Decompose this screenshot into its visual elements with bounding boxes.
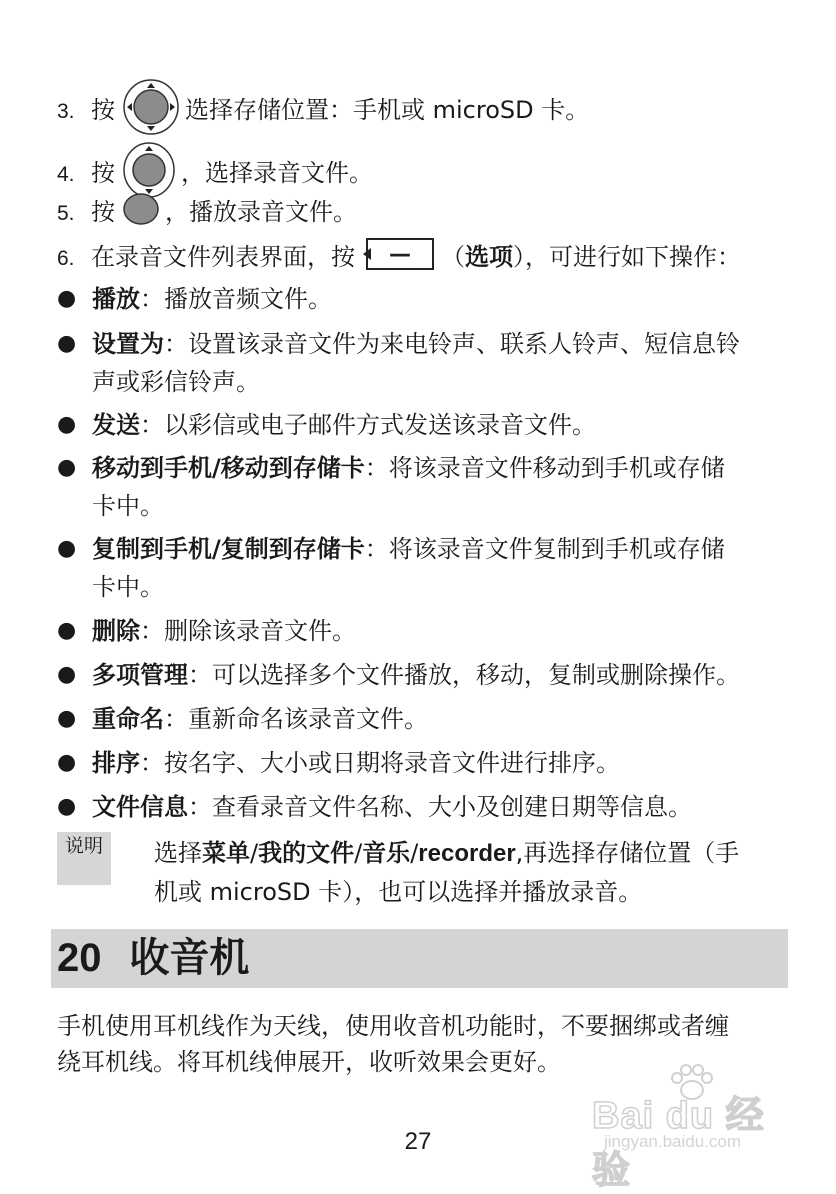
item-text: ：查看录音文件名称、大小及创建日期等信息。 <box>188 793 692 821</box>
list-item <box>57 656 787 694</box>
nav-key-icon <box>123 79 179 143</box>
note-sep: / <box>410 839 419 867</box>
item-term: 复制到手机/复制到存储卡 <box>92 535 365 563</box>
item-term: 多项管理 <box>92 661 188 689</box>
bullet-icon: ● <box>57 331 77 356</box>
item-term: 播放 <box>92 285 140 313</box>
item-text: ：将该录音文件复制到手机或存储 <box>364 535 725 563</box>
item-text-cont: 卡中。 <box>92 492 164 520</box>
list-item <box>57 280 787 318</box>
step-3 <box>57 79 589 143</box>
step-number: 5. <box>57 202 75 225</box>
list-item <box>57 406 787 444</box>
item-term: 删除 <box>92 617 140 645</box>
bullet-icon: ● <box>57 750 77 775</box>
section-heading <box>51 929 788 988</box>
list-item <box>57 744 787 782</box>
item-term: 文件信息 <box>92 793 188 821</box>
step-text-before: 在录音文件列表界面，按 <box>91 243 355 271</box>
item-text: ：将该录音文件移动到手机或存储 <box>364 454 725 482</box>
note-sep: / <box>250 839 259 867</box>
list-item <box>57 700 787 738</box>
left-softkey-icon <box>363 238 435 278</box>
bullet-icon: ● <box>57 618 77 643</box>
item-term: 重命名 <box>92 705 164 733</box>
step-6 <box>57 238 741 278</box>
note-text <box>154 834 794 911</box>
item-term: 设置为 <box>92 330 164 358</box>
bullet-icon: ● <box>57 706 77 731</box>
step-text-before: 按 <box>91 96 115 124</box>
step-text-before: 按 <box>91 198 115 226</box>
item-text-cont: 声或彩信铃声。 <box>92 368 260 396</box>
note-path-recorder: recorder <box>418 840 516 867</box>
item-text: ：重新命名该录音文件。 <box>164 705 428 733</box>
paragraph-line-1: 手机使用耳机线作为天线，使用收音机功能时，不要捆绑或者缠 <box>57 1012 729 1040</box>
bullet-icon: ● <box>57 536 77 561</box>
bullet-icon: ● <box>57 662 77 687</box>
bullet-icon: ● <box>57 794 77 819</box>
options-label: 选项 <box>465 243 513 271</box>
list-item <box>57 449 787 525</box>
note-sep: / <box>354 839 363 867</box>
section-number: 20 <box>57 936 102 980</box>
bullet-icon: ● <box>57 455 77 480</box>
section-title: 收音机 <box>129 935 250 981</box>
note-path-myfiles: 我的文件 <box>258 839 355 867</box>
note-label: 说明 <box>57 832 111 885</box>
paragraph-line-2: 绕耳机线。将耳机线伸展开，收听效果会更好。 <box>57 1048 561 1076</box>
item-text: ：删除该录音文件。 <box>140 617 356 645</box>
item-text: ：播放音频文件。 <box>140 285 332 313</box>
item-term: 发送 <box>92 411 140 439</box>
item-text: ：可以选择多个文件播放，移动，复制或删除操作。 <box>188 661 740 689</box>
watermark-brand: Bai du 经验 <box>592 1095 765 1192</box>
bullet-icon: ● <box>57 412 77 437</box>
step-number: 6. <box>57 247 75 270</box>
bullet-icon: ● <box>57 286 77 311</box>
ok-key-icon <box>123 193 159 233</box>
note-pre: 选择 <box>154 839 202 867</box>
list-item <box>57 612 787 650</box>
note-path-music: 音乐 <box>362 839 411 867</box>
step-text-after: ），可进行如下操作： <box>513 243 741 271</box>
note-path-menu: 菜单 <box>202 839 250 867</box>
note-line2: 机或 microSD 卡），也可以选择并播放录音。 <box>154 878 643 906</box>
item-term: 移动到手机/移动到存储卡 <box>92 454 365 482</box>
note-line1-rest: ,再选择存储位置（手 <box>515 839 740 867</box>
item-text-cont: 卡中。 <box>92 573 164 601</box>
watermark-url: jingyan.baidu.com <box>604 1132 742 1151</box>
list-item <box>57 530 787 606</box>
page-number: 27 <box>404 1128 432 1155</box>
item-text: ：设置该录音文件为来电铃声、联系人铃声、短信息铃 <box>164 330 740 358</box>
list-item <box>57 788 787 826</box>
list-item <box>57 325 787 401</box>
softkey-label: — <box>389 242 411 267</box>
step-number: 4. <box>57 163 75 186</box>
step-text-after: ，选择录音文件。 <box>181 159 373 187</box>
step-text-before: 按 <box>91 159 115 187</box>
paren-open: （ <box>441 243 465 271</box>
item-text: ：以彩信或电子邮件方式发送该录音文件。 <box>140 411 596 439</box>
step-5 <box>57 193 357 233</box>
step-text-after: ，播放录音文件。 <box>165 198 357 226</box>
step-number: 3. <box>57 100 75 123</box>
step-text-after: 选择存储位置：手机或 microSD 卡。 <box>185 96 590 124</box>
item-text: ：按名字、大小或日期将录音文件进行排序。 <box>140 749 620 777</box>
item-term: 排序 <box>92 749 140 777</box>
